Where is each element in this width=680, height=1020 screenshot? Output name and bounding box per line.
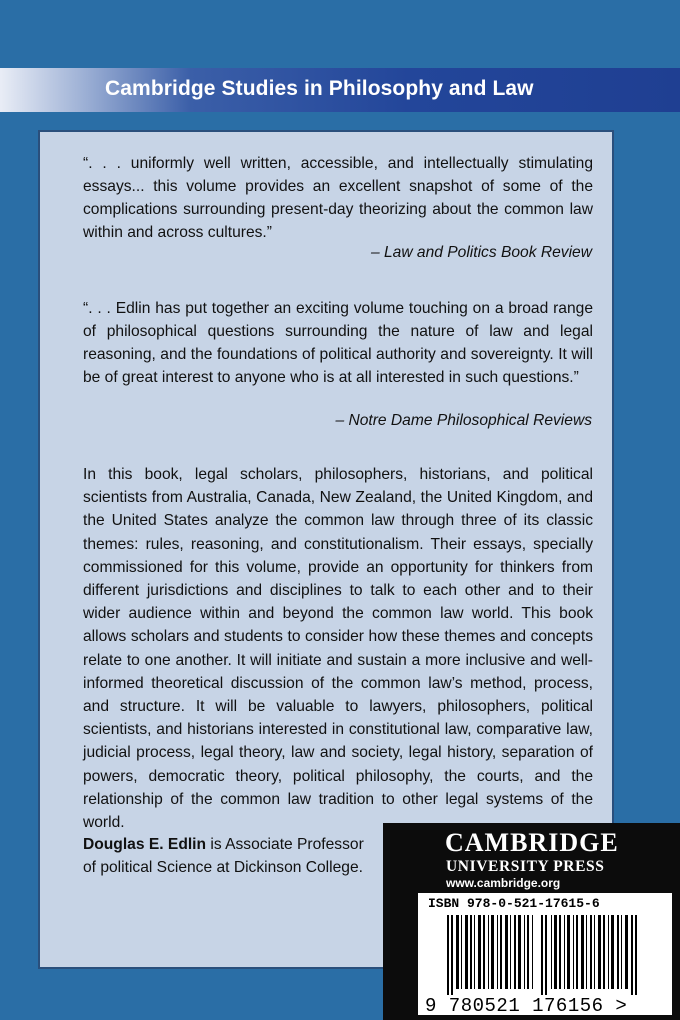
publisher-name: CAMBRIDGE [445, 828, 619, 857]
book-description: In this book, legal scholars, philosophers, historians, and political scientists from Australia, Canada, New Zealand, the United Kingdom, and the United States analyze the common law through three of its classic themes: rules, reasoning, and constitutionalism. Their essays, specially commissioned for this volume, provide an opportunity for thinkers from different jurisdictions and disciplines to talk to each other and to their wider audience within and beyond the common law world. This book allows scholars and students to consider how these themes and concepts relate to one another. It will initiate and sustain a more inclusive and well-informed theoretical discussion of the common law’s method, process, and structure. It will be valuable to lawyers, philosophers, political scientists, and historians interested in constitutional law, comparative law, judicial process, legal theory, law and society, legal history, separation of powers, democratic theory, political philosophy, the courts, and the relationship of the common law tradition to other legal systems of the world. [83, 466, 593, 832]
barcode-icon [447, 915, 647, 995]
isbn-label: ISBN 978-0-521-17615-6 [428, 896, 600, 911]
series-banner [0, 68, 680, 112]
barcode-digits: 9 780521 176156 > [425, 995, 628, 1017]
author-bio-block [83, 833, 373, 879]
review-source-1: – Law and Politics Book Review [370, 244, 592, 261]
series-title: Cambridge Studies in Philosophy and Law [105, 77, 534, 100]
review-source-2: – Notre Dame Philosophical Reviews [335, 412, 592, 429]
review-quote-2: “. . . Edlin has put together an exciting volume touching on a broad range of philosophical questions surrounding the nature of law and legal reasoning, and the foundations of political authority and sovereignty. It will be of great interest to anyone who is at all interested in such questions.” [83, 300, 593, 386]
review-quote-1: “. . . uniformly well written, accessible, and intellectually stimulating essays... this volume provides an excellent snapshot of some of the complications surrounding present-day theorizing about the common law within and across cultures.” [83, 155, 593, 241]
author-bio: is Associate Professor of political Science at Dickinson College. [83, 836, 364, 876]
publisher-press: UNIVERSITY PRESS [446, 858, 605, 875]
author-name: Douglas E. Edlin [83, 836, 207, 853]
publisher-url: www.cambridge.org [446, 876, 561, 890]
